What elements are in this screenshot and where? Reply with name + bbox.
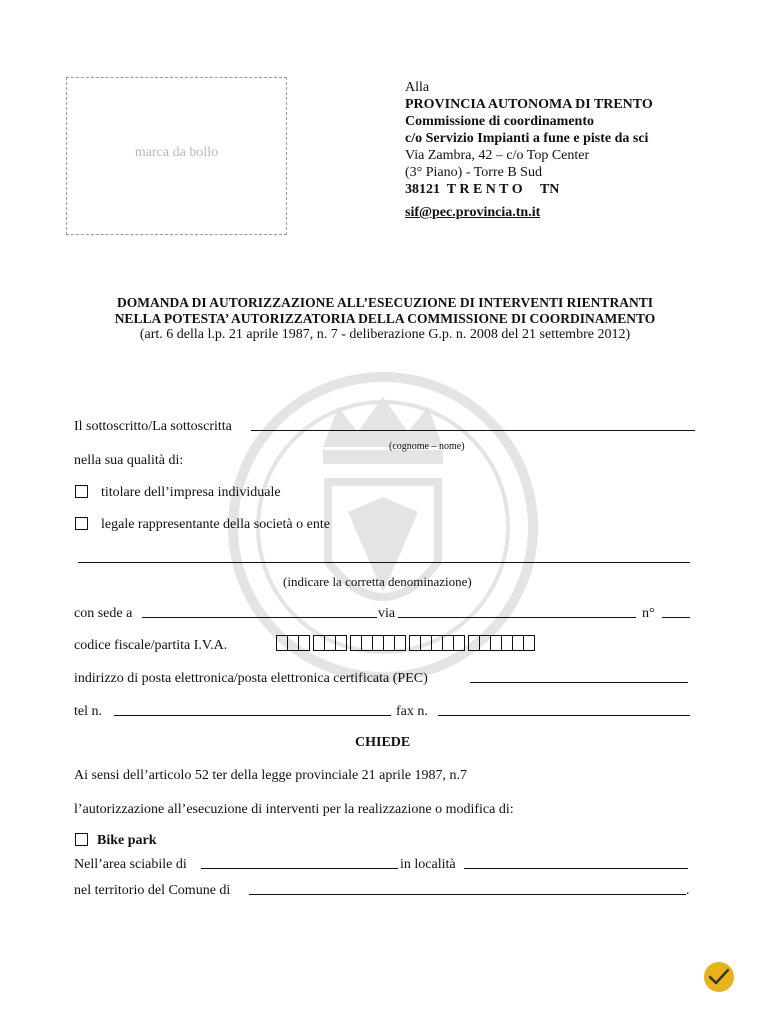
number-label: n° (642, 606, 655, 621)
recipient-line-1: Alla (405, 80, 430, 95)
recipient-line-5: Via Zambra, 42 – c/o Top Center (405, 148, 590, 163)
bike-park-checkbox[interactable] (75, 833, 88, 846)
authorization-text: l’autorizzazione all’esecuzione di interventi per la realizzazione o modifica di: (74, 802, 514, 817)
option-sole-owner-label: titolare dell’impresa individuale (101, 485, 281, 500)
via-label: via (378, 606, 396, 621)
bike-park-label: Bike park (97, 833, 157, 848)
recipient-line-4: c/o Servizio Impianti a fune e piste da sci (405, 131, 649, 146)
fax-label: fax n. (396, 704, 428, 719)
stamp-box (66, 77, 287, 235)
heading-line-2: NELLA POTESTA’ AUTORIZZATORIA DELLA COMMISSIONE DI COORDINAMENTO (114, 311, 656, 326)
law-text: Ai sensi dell’articolo 52 ter della legge provinciale 21 aprile 1987, n.7 (74, 768, 468, 783)
option-sole-owner-checkbox[interactable] (75, 485, 88, 498)
ski-area-label: Nell’area sciabile di (74, 857, 187, 872)
comune-period: . (686, 883, 690, 898)
tax-code-cells[interactable] (276, 635, 534, 651)
requests-heading: CHIEDE (355, 735, 411, 750)
recipient-line-7: 38121 T R E N T O TN (405, 182, 560, 197)
via-input[interactable] (398, 617, 636, 618)
tel-label: tel n. (74, 704, 102, 719)
number-input[interactable] (662, 617, 690, 618)
comune-label: nel territorio del Comune di (74, 883, 231, 898)
recipient-line-3: Commissione di coordinamento (405, 114, 594, 129)
comune-input[interactable] (249, 894, 686, 895)
undersigned-input[interactable] (251, 430, 695, 431)
recipient-email-link[interactable]: sif@pec.provincia.tn.it (405, 205, 541, 220)
option-legal-rep-checkbox[interactable] (75, 517, 88, 530)
denomination-hint: (indicare la corretta denominazione) (283, 574, 472, 589)
recipient-line-2: PROVINCIA AUTONOMA DI TRENTO (405, 97, 653, 112)
stamp-label: marca da bollo (134, 145, 219, 160)
tel-input[interactable] (114, 715, 391, 716)
undersigned-hint: (cognome – nome) (389, 441, 465, 452)
pec-label: indirizzo di posta elettronica/posta elettronica certificata (PEC) (74, 671, 428, 686)
denomination-input[interactable] (78, 562, 690, 563)
seat-input[interactable] (142, 617, 377, 618)
heading-line-1: DOMANDA DI AUTORIZZAZIONE ALL’ESECUZIONE DI INTERVENTI RIENTRANTI (117, 295, 653, 310)
recipient-line-6: (3° Piano) - Torre B Sud (405, 165, 542, 180)
seat-label: con sede a (74, 606, 133, 621)
recipient-address (405, 79, 653, 221)
pec-input[interactable] (470, 682, 688, 683)
locality-label: in località (400, 857, 456, 872)
heading-subtitle: (art. 6 della l.p. 21 aprile 1987, n. 7 - deliberazione G.p. n. 2008 del 21 settembre 2012) (139, 327, 631, 342)
option-legal-rep-label: legale rappresentante della società o ente (101, 517, 330, 532)
checkmark-badge-icon[interactable] (703, 961, 735, 993)
ski-area-input[interactable] (201, 868, 398, 869)
tax-code-label: codice fiscale/partita I.V.A. (74, 638, 228, 653)
undersigned-label: Il sottoscritto/La sottoscritta (74, 419, 232, 434)
fax-input[interactable] (438, 715, 690, 716)
locality-input[interactable] (464, 868, 688, 869)
quality-label: nella sua qualità di: (74, 453, 184, 468)
